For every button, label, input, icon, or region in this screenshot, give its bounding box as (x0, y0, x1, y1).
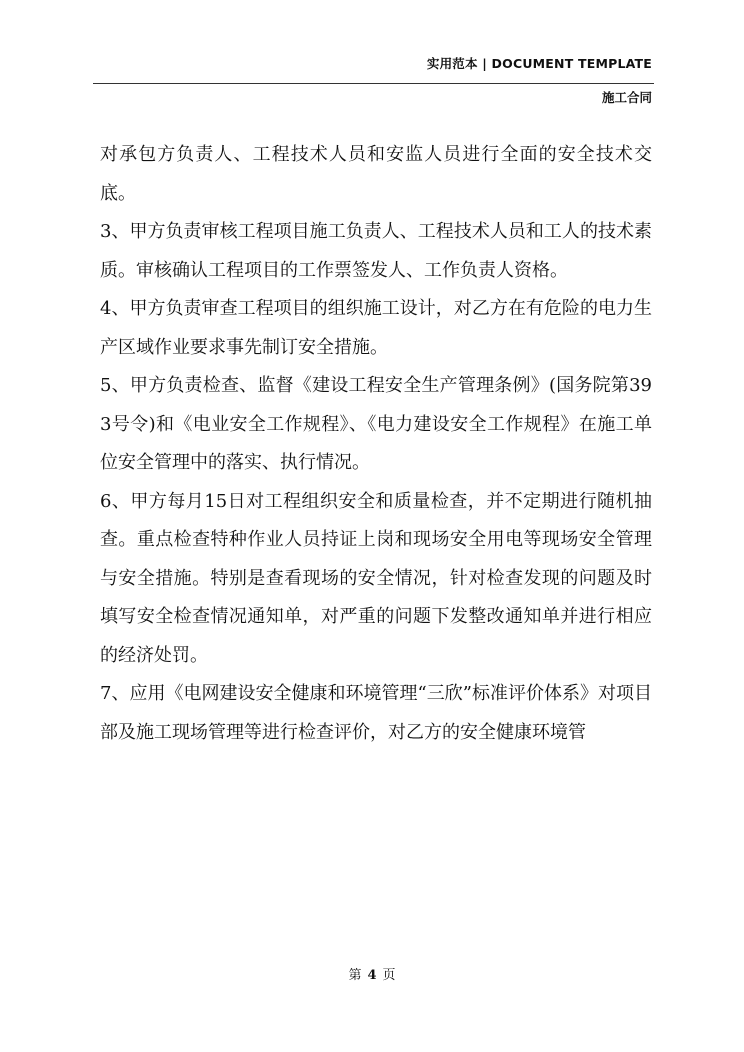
paragraph: 4、甲方负责审查工程项目的组织施工设计，对乙方在有危险的电力生产区域作业要求事先制订安全措施。 (100, 298, 652, 358)
header-divider (93, 83, 654, 84)
page-footer (0, 964, 744, 983)
paragraph: 3、甲方负责审核工程项目施工负责人、工程技术人员和工人的技术素质。审核确认工程项目的工作票签发人、工作负责人资格。 (100, 221, 652, 281)
paragraph: 5、甲方负责检查、监督《建设工程安全生产管理条例》(国务院第393号令)和《电业安全工作规程》、《电力建设安全工作规程》在施工单位安全管理中的落实、执行情况。 (100, 375, 652, 473)
header-title: 实用范本 | DOCUMENT TEMPLATE (426, 56, 652, 71)
document-body (100, 136, 652, 752)
paragraph: 6、甲方每月15日对工程组织安全和质量检查，并不定期进行随机抽查。重点检查特种作业人员持证上岗和现场安全用电等现场安全管理与安全措施。特别是查看现场的安全情况，针对检查发现的问题及时填写安全检查情况通知单，对严重的问题下发整改通知单并进行相应的经济处罚。 (100, 490, 652, 666)
page-number-prefix: 第 (348, 968, 362, 983)
paragraph: 7、应用《电网建设安全健康和环境管理“三欣”标准评价体系》对项目部及施工现场管理等进行检查评价，对乙方的安全健康环境管 (100, 683, 652, 743)
page-number-suffix: 页 (382, 968, 396, 983)
page-number: 4 (367, 968, 377, 983)
header-subtitle: 施工合同 (601, 90, 652, 105)
paragraph: 对承包方负责人、工程技术人员和安监人员进行全面的安全技术交底。 (100, 144, 652, 204)
